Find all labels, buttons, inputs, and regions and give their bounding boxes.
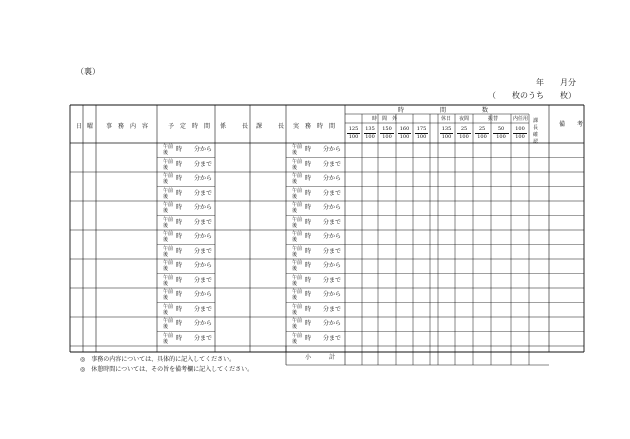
planned-from-ampm: 午前 後 (163, 289, 174, 301)
rate-denominator: 100 (382, 134, 392, 140)
night-header: 夜間 (459, 116, 470, 122)
actual-from-text: 時 分から (305, 291, 342, 298)
actual-from-ampm: 午前 後 (292, 144, 303, 156)
substitute-header: 振替 (488, 116, 499, 122)
col-task: 事 務 内 容 (106, 123, 149, 130)
planned-from-text: 時 分から (176, 291, 213, 298)
col-section: 課 (256, 123, 263, 130)
planned-from-text: 時 分から (176, 146, 213, 153)
actual-to-ampm: 午前 後 (292, 158, 303, 171)
rate-denominator: 100 (496, 134, 506, 140)
rate-numerator: 150 (380, 127, 394, 134)
overtime-header: 時 間 外 (372, 116, 398, 122)
actual-to-text: 時 分まで (305, 160, 342, 168)
rate-denominator: 100 (459, 134, 469, 140)
actual-from-text: 時 分から (305, 233, 342, 240)
side-label: （裏） (76, 67, 100, 76)
subtotal-label: 小 計 (305, 354, 336, 361)
actual-to-text: 時 分まで (305, 189, 342, 197)
remarks-header: 備 考 (559, 121, 584, 128)
actual-from-text: 時 分から (305, 146, 342, 153)
rate-numerator: 25 (475, 127, 489, 134)
rate-denominator: 100 (399, 134, 410, 140)
actual-from-ampm: 午前 後 (292, 318, 303, 330)
actual-from-text: 時 分から (305, 320, 342, 327)
rate-denominator: 100 (477, 134, 487, 140)
rate-fraction (364, 127, 376, 140)
planned-to-ampm: 午前 後 (163, 332, 174, 345)
actual-from-ampm: 午前 後 (292, 202, 303, 214)
actual-to-text: 時 分まで (305, 334, 342, 342)
rate-fraction (475, 127, 489, 140)
planned-to-text: 時 分まで (176, 218, 213, 226)
planned-to-text: 時 分まで (176, 334, 213, 342)
actual-to-ampm: 午前 後 (292, 245, 303, 258)
rate-denominator: 100 (416, 134, 427, 140)
sheet-count: （ 枚のうち 枚） (488, 91, 576, 100)
actual-from-text: 時 分から (305, 262, 342, 269)
planned-to-ampm: 午前 後 (163, 216, 174, 229)
planned-from-text: 時 分から (176, 262, 213, 269)
col-actual: 実 務 時 間 (293, 123, 336, 130)
rate-fraction (513, 127, 527, 140)
rate-fraction (457, 127, 471, 140)
actual-to-text: 時 分まで (305, 276, 342, 284)
planned-from-text: 時 分から (176, 233, 213, 240)
rate-fraction (493, 127, 509, 140)
rate-numerator: 175 (416, 126, 427, 132)
planned-from-ampm: 午前 後 (163, 260, 174, 272)
actual-to-text: 時 分まで (305, 247, 342, 255)
rate-numerator: 100 (513, 127, 527, 134)
rate-fraction (398, 127, 411, 140)
rate-denominator: 100 (348, 134, 359, 140)
actual-to-ampm: 午前 後 (292, 187, 303, 200)
rate-numerator: 135 (441, 126, 452, 132)
holiday-header: 休日 (441, 116, 452, 122)
planned-to-text: 時 分まで (176, 160, 213, 168)
rate-fraction (415, 127, 428, 140)
year-month: 年 月分 (536, 78, 576, 87)
planned-to-ampm: 午前 後 (163, 274, 174, 287)
rate-denominator: 100 (365, 134, 375, 140)
rate-numerator: 50 (493, 127, 509, 134)
rate-fraction (347, 127, 360, 140)
actual-from-ampm: 午前 後 (292, 173, 303, 185)
inpost-header: 内任用 (513, 116, 529, 122)
confirm-header: 課長確認 (533, 118, 539, 145)
note-1: ◎ 事務の内容については、具体的に記入してください。 (80, 356, 236, 363)
planned-from-ampm: 午前 後 (163, 173, 174, 185)
planned-from-ampm: 午前 後 (163, 144, 174, 156)
planned-from-text: 時 分から (176, 175, 213, 182)
rate-numerator: 25 (457, 127, 471, 134)
col-section-chief: 長 (278, 123, 285, 130)
actual-to-text: 時 分まで (305, 305, 342, 313)
rate-numerator: 125 (348, 126, 359, 132)
actual-to-ampm: 午前 後 (292, 216, 303, 229)
planned-from-text: 時 分から (176, 204, 213, 211)
rate-denominator: 100 (515, 134, 525, 140)
col-chief-2: 長 (242, 123, 249, 130)
col-weekday: 曜 (87, 123, 94, 130)
planned-from-text: 時 分から (176, 320, 213, 327)
actual-from-ampm: 午前 後 (292, 260, 303, 272)
actual-from-text: 時 分から (305, 204, 342, 211)
actual-to-ampm: 午前 後 (292, 274, 303, 287)
actual-to-text: 時 分まで (305, 218, 342, 226)
rate-denominator: 100 (441, 134, 452, 140)
rate-numerator: 135 (365, 126, 375, 132)
rate-numerator: 160 (399, 126, 410, 132)
planned-to-text: 時 分まで (176, 305, 213, 313)
actual-to-ampm: 午前 後 (292, 303, 303, 316)
planned-to-text: 時 分まで (176, 247, 213, 255)
planned-to-ampm: 午前 後 (163, 303, 174, 316)
rate-fraction (380, 127, 394, 140)
planned-to-text: 時 分まで (176, 189, 213, 197)
planned-from-ampm: 午前 後 (163, 231, 174, 243)
col-chief: 係 (220, 123, 227, 130)
actual-from-ampm: 午前 後 (292, 231, 303, 243)
actual-to-ampm: 午前 後 (292, 332, 303, 345)
planned-to-ampm: 午前 後 (163, 158, 174, 171)
hours-group-header: 時 間 数 (398, 107, 489, 114)
planned-from-ampm: 午前 後 (163, 318, 174, 330)
col-planned: 予 定 時 間 (168, 123, 211, 130)
planned-from-ampm: 午前 後 (163, 202, 174, 214)
col-date: 日 (76, 123, 83, 130)
planned-to-text: 時 分まで (176, 276, 213, 284)
actual-from-text: 時 分から (305, 175, 342, 182)
rate-fraction (440, 127, 453, 140)
actual-from-ampm: 午前 後 (292, 289, 303, 301)
planned-to-ampm: 午前 後 (163, 187, 174, 200)
planned-to-ampm: 午前 後 (163, 245, 174, 258)
note-2: ◎ 休憩時間については、その旨を備考欄に記入してください。 (80, 366, 254, 373)
